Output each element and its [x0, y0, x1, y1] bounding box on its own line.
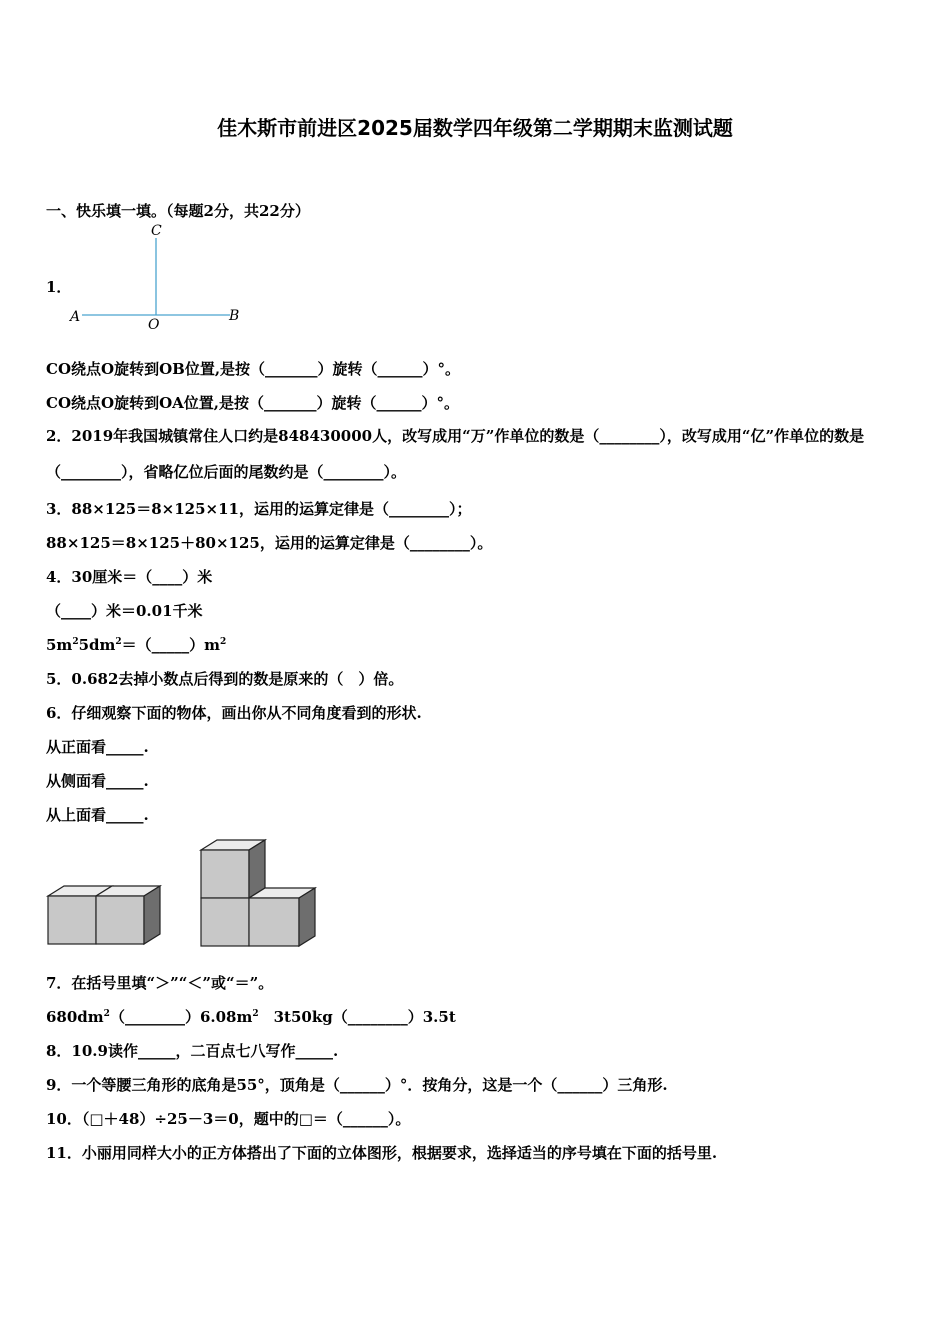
- q4-line3: $5m^25dm^2=(\_\_\_\_\_)m^2$: [46, 636, 227, 654]
- q6-side: 从侧面看_____.: [46, 772, 149, 790]
- q4-line2: （____）米＝0.01千米: [46, 602, 203, 620]
- question-10: 10．（□＋48）÷25－3＝0，题中的□＝（______）。: [46, 1110, 411, 1128]
- label-b: B: [229, 308, 240, 324]
- q3-line1: 3．88×125＝8×125×11，运用的运算定律是（________）；: [46, 500, 472, 518]
- angle-figure: [60, 220, 260, 340]
- question-2: 2．2019年我国城镇常住人口约是848430000人，改写成用“万”作单位的数是（________），改写成用“亿”作单位的数是（________），省略亿位后面的尾数约是（________）。: [46, 427, 865, 481]
- q1-line1: CO绕点O旋转到OB位置,是按（_______）旋转（______）°。: [46, 360, 461, 378]
- cubes-left: [46, 880, 166, 950]
- q6-front: 从正面看_____.: [46, 738, 149, 756]
- q1-line2: CO绕点O旋转到OA位置,是按（_______）旋转（______）°。: [46, 394, 459, 412]
- q6-top: 从上面看_____.: [46, 806, 149, 824]
- q7-line1: 7．在括号里填“＞”“＜”或“＝”。: [46, 974, 274, 992]
- question-9: 9．一个等腰三角形的底角是55°，顶角是（______）°．按角分，这是一个（______）三角形.: [46, 1076, 668, 1094]
- question-5: 5．0.682去掉小数点后得到的数是原来的（ ）倍。: [46, 670, 404, 688]
- question-11: 11．小丽用同样大小的正方体搭出了下面的立体图形，根据要求，选择适当的序号填在下面的括号里.: [46, 1144, 718, 1162]
- label-o: O: [148, 317, 160, 333]
- cubes-right: [199, 838, 324, 950]
- section-heading: 一、快乐填一填。（每题2分，共22分）: [46, 202, 310, 220]
- label-a: A: [70, 309, 81, 325]
- question-8: 8．10.9读作_____，二百点七八写作_____.: [46, 1042, 339, 1060]
- q3-line2: 88×125＝8×125＋80×125，运用的运算定律是（________）。: [46, 534, 493, 552]
- q7-line2: $680dm^2(\_\_\_\_\_\_\_\_)6.08m^2$ 3t50kg（________）3.5t: [46, 1008, 456, 1026]
- q6-line1: 6．仔细观察下面的物体，画出你从不同角度看到的形状.: [46, 704, 422, 722]
- q4-line1: 4．30厘米＝（____）米: [46, 568, 213, 586]
- page-title: 佳木斯市前进区2025届数学四年级第二学期期末监测试题: [217, 116, 733, 140]
- question-number: 1．: [46, 278, 72, 296]
- label-c: C: [151, 223, 162, 239]
